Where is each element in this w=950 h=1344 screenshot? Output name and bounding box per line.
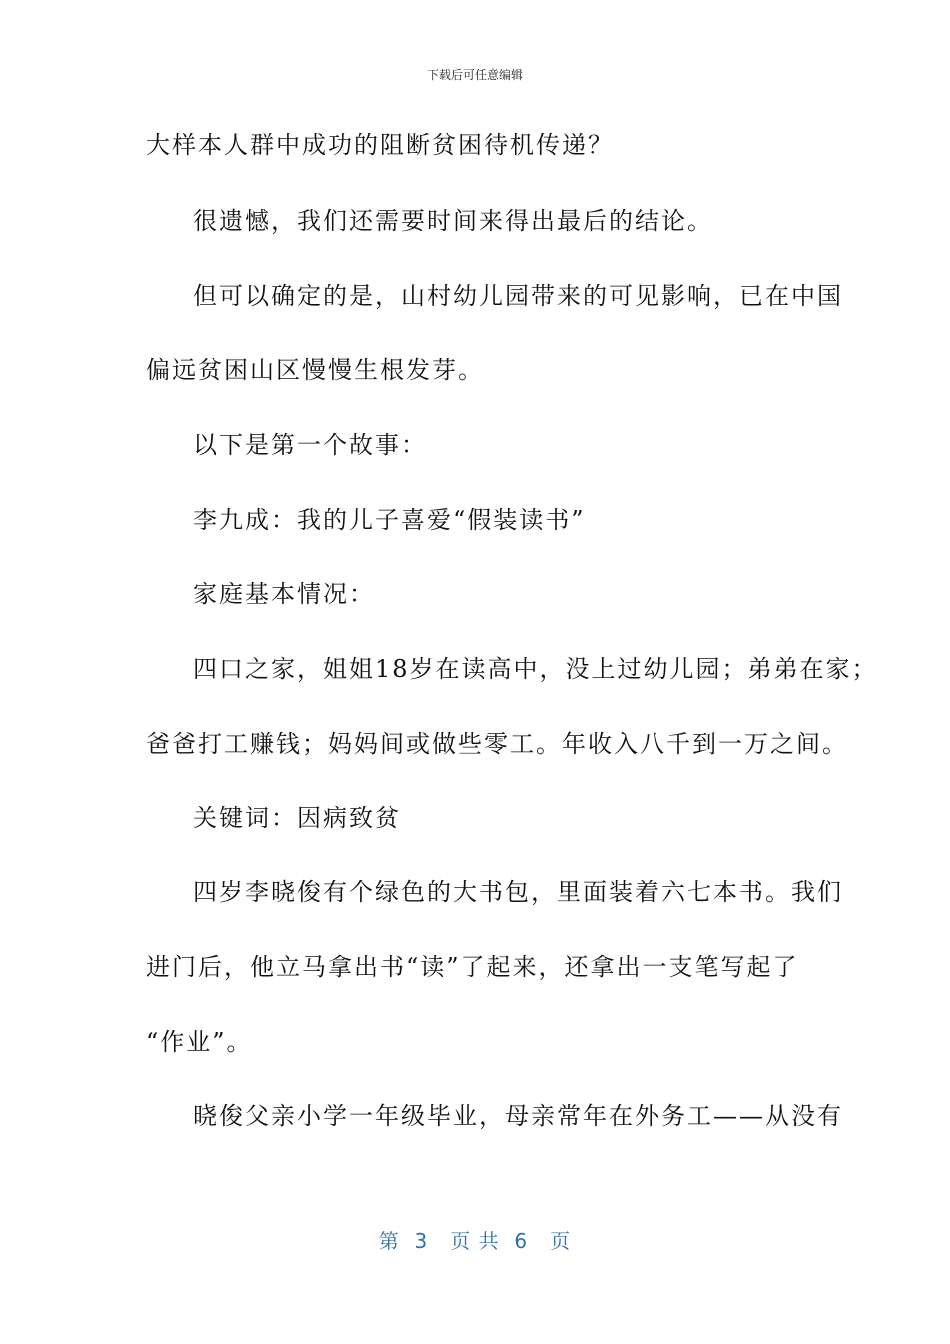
text-line: 四岁李晓俊有个绿色的大书包，里面装着六七本书。我们	[193, 878, 843, 906]
text-line: 很遗憾，我们还需要时间来得出最后的结论。	[193, 207, 713, 235]
text-line: 关键词：因病致贫	[193, 804, 401, 832]
text-line: 大样本人群中成功的阻断贫困待机传递？	[146, 131, 614, 159]
text-line: 偏远贫困山区慢慢生根发芽。	[146, 356, 484, 384]
page-number: 第 3 页 共 6 页	[378, 1229, 572, 1253]
header-note: 下载后可任意编辑	[426, 68, 523, 82]
text-line: 四口之家，姐姐18岁在读高中，没上过幼儿园；弟弟在家；	[193, 655, 878, 683]
text-line: 以下是第一个故事：	[193, 431, 427, 459]
text-line: 家庭基本情况：	[193, 580, 375, 608]
text-line: 进门后，他立马拿出书“读”了起来，还拿出一支笔写起了	[146, 953, 799, 981]
text-line: 爸爸打工赚钱；妈妈间或做些零工。年收入八千到一万之间。	[146, 730, 848, 758]
text-line: 但可以确定的是，山村幼儿园带来的可见影响，已在中国	[193, 282, 843, 310]
text-line: 晓俊父亲小学一年级毕业，母亲常年在外务工——从没有	[193, 1102, 843, 1130]
text-line: “作业”。	[146, 1028, 253, 1056]
text-line: 李九成：我的儿子喜爱“假装读书”	[193, 506, 586, 534]
